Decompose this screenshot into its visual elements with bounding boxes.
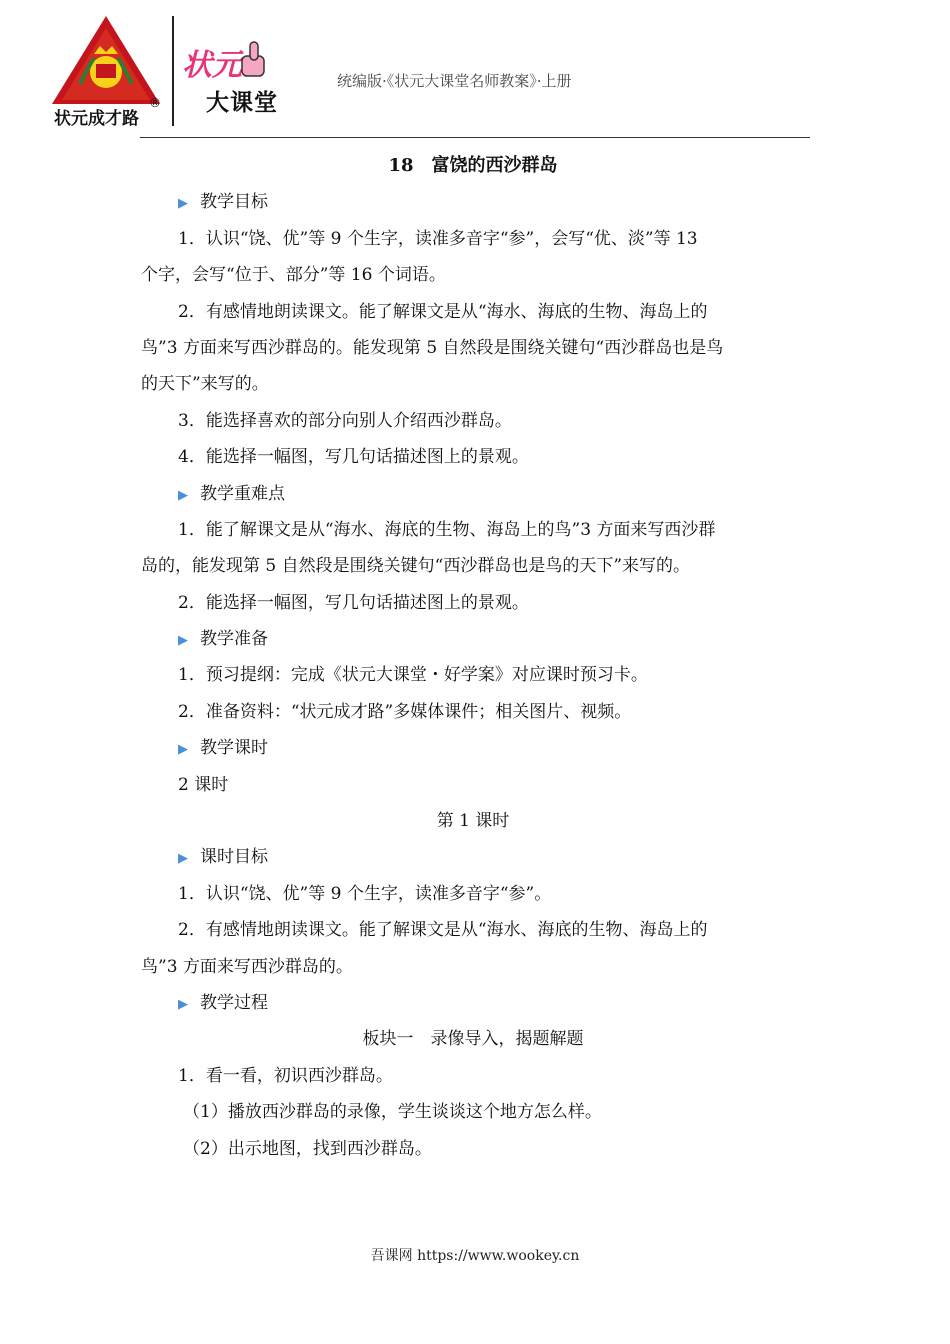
paragraph: （2）出示地图，找到西沙群岛。 (183, 1138, 432, 1159)
paragraph: 4．能选择一幅图，写几句话描述图上的景观。 (178, 447, 529, 468)
brand-bottom-text: 大课堂 (206, 90, 278, 116)
paragraph: 的天下”来写的。 (141, 374, 269, 395)
paragraph: 2 课时 (178, 774, 229, 795)
brand-top-text: 状元 (182, 48, 242, 83)
header-rule (140, 137, 810, 138)
section-heading-prep: ▶ 教学准备 (141, 621, 805, 657)
document-body (141, 148, 805, 1167)
paragraph: （1）播放西沙群岛的录像，学生谈谈这个地方怎么样。 (183, 1102, 602, 1123)
triangle-bullet-icon: ▶ (178, 851, 188, 867)
section-heading-hours: ▶ 教学课时 (141, 730, 805, 766)
paragraph: 岛的，能发现第 5 自然段是围绕关键句“西沙群岛也是鸟的天下”来写的。 (141, 556, 691, 577)
registered-mark: ® (149, 96, 161, 110)
section-heading-key-points: ▶ 教学重难点 (141, 476, 805, 512)
section-heading-lesson-goals: ▶ 课时目标 (141, 839, 805, 875)
triangle-bullet-icon: ▶ (178, 633, 188, 649)
page-header (0, 0, 950, 140)
page-footer: 吾课网 https://www.wookey.cn (370, 1248, 580, 1264)
triangle-bullet-icon: ▶ (178, 742, 188, 758)
block-title: 板块一 录像导入，揭题解题 (362, 1029, 584, 1050)
paragraph: 鸟”3 方面来写西沙群岛的。 (141, 956, 353, 977)
header-title: 统编版·《状元大课堂名师教案》·上册 (337, 72, 572, 90)
paragraph: 1．认识“饶、优”等 9 个生字，读准多音字“参”，会写“优、淡”等 13 (178, 228, 698, 249)
triangle-bullet-icon: ▶ (178, 196, 188, 212)
triangle-bullet-icon: ▶ (178, 487, 188, 503)
section-heading-goals: ▶ 教学目标 (141, 184, 805, 220)
paragraph: 2．准备资料：“状元成才路”多媒体课件；相关图片、视频。 (178, 701, 632, 722)
paragraph: 1．能了解课文是从“海水、海底的生物、海岛上的鸟”3 方面来写西沙群 (178, 519, 716, 540)
logo-text: 状元成才路 (54, 109, 139, 129)
triangle-bullet-icon: ▶ (178, 996, 188, 1012)
paragraph: 2．有感情地朗读课文。能了解课文是从“海水、海底的生物、海岛上的 (178, 920, 708, 941)
paragraph: 1．预习提纲：完成《状元大课堂・好学案》对应课时预习卡。 (178, 665, 648, 686)
paragraph: 1．看一看，初识西沙群岛。 (178, 1065, 393, 1086)
section-heading-process: ▶ 教学过程 (141, 985, 805, 1021)
lesson-subtitle: 第 1 课时 (436, 811, 510, 832)
lesson-title: 18 富饶的西沙群岛 (388, 155, 558, 176)
header-divider (172, 16, 174, 126)
paragraph: 2．有感情地朗读课文。能了解课文是从“海水、海底的生物、海岛上的 (178, 301, 708, 322)
paragraph: 3．能选择喜欢的部分向别人介绍西沙群岛。 (178, 410, 512, 431)
paragraph: 1．认识“饶、优”等 9 个生字，读准多音字“参”。 (178, 883, 552, 904)
paragraph: 鸟”3 方面来写西沙群岛的。能发现第 5 自然段是围绕关键句“西沙群岛也是鸟 (141, 337, 724, 358)
paragraph: 2．能选择一幅图，写几句话描述图上的景观。 (178, 592, 529, 613)
paragraph: 个字，会写“位于、部分”等 16 个词语。 (141, 265, 446, 286)
thumbs-up-icon (236, 40, 270, 80)
